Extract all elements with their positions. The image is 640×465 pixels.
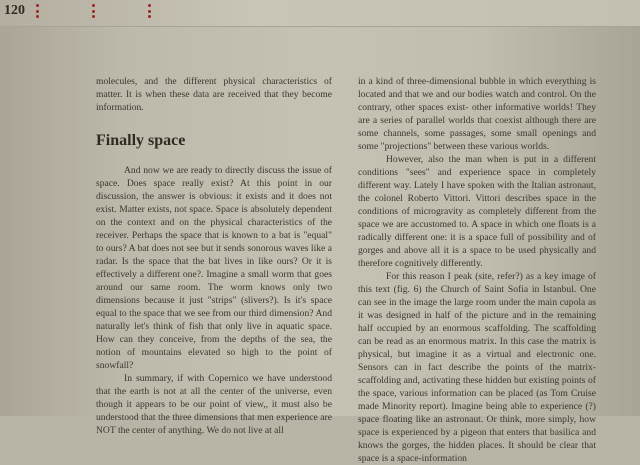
body-paragraph: For this reason I peak (site, refer?) as a key image of this text (fig. 6) the Church of Saint Sofia in Istanbul. One can see in the image the large room under the main cupola as it was designed in half of the picture and in the remaining half occupied by an enormous scaffolding. The scaffolding can be read as an enormous matrix. In this case the matrix is physical, but imagine it as a virtual and electronic one. Sensors can in fact describe the points of the matrix-scaffolding and, activating these hidden but existing points of the space, various information can be placed (as Tom Cruise made Minority report). Imagine being able to experience (?) space floating like an astronaut. Or think, more simply, how space is experienced by a pigeon that enters that basilica and knows the gorges, the hidden places. It should be clear that space is a space-information xyxy=(358,271,596,464)
section-heading: Finally space xyxy=(96,132,186,149)
dot-ornament xyxy=(36,4,39,18)
right-column xyxy=(358,75,596,465)
page-number: 120 xyxy=(4,3,25,18)
body-paragraph: in a kind of three-dimensional bubble in which everything is located and that we and our bodies watch and control. On the contrary, other spaces exist- other informative worlds! They are a series of parallel worlds that coexist although there are some channels, some passages, some small openings and some "projections" between these various worlds. xyxy=(358,76,596,152)
left-column xyxy=(96,75,332,437)
dot-ornament xyxy=(92,4,95,18)
intro-paragraph: molecules, and the different physical characteristics of matter. It is when these data are received that they become information. xyxy=(96,76,332,113)
body-paragraph: However, also the man when is put in a different conditions "sees" and experience space in completely different way. Lately I have spoken with the Italian astronaut, the colonel Roberto Vittori. Vittori describes space in the conditions of microgravity as completely different from the space we are accustomed to. A space in which one floats is a radically different one: it is a space full of possibility and of gorges and above all it is a space to be used physically and therefore cognitively differently. xyxy=(358,154,596,269)
dot-ornament xyxy=(148,4,151,18)
page-header xyxy=(0,0,640,27)
body-paragraph: In summary, if with Copernico we have understood that the earth is not at all the center of the universe, even though it appears to be our point of view,, it must also be understood that the three dimensions that men experience are NOT the center of anything. We do not live at all xyxy=(96,373,332,436)
body-paragraph: And now we are ready to directly discuss the issue of space. Does space really exist? At this point in our discussion, the answer is obvious: it exists and it does not exist. Matter exists, not space. Space is absolutely dependent on the context and on the physical characteristics of the receiver. Perhaps the space that is known to a bat is "equal" to ours? A bat does not see but it sends sonorous waves like a radar. Is the space that the bat lives in like ours? Or it is effectively a different one?. Imagine a small worm that goes around our same room. The worm knows only two dimensions because it just "strips" (slivers?). Is it's space equal to the space that we see from our third dimension? And naturally let's think of fish that only live in aquatic space. How can they conceive, from the depths of the sea, the notion of mountains elevated so high to the point of snowfall? xyxy=(96,165,332,371)
